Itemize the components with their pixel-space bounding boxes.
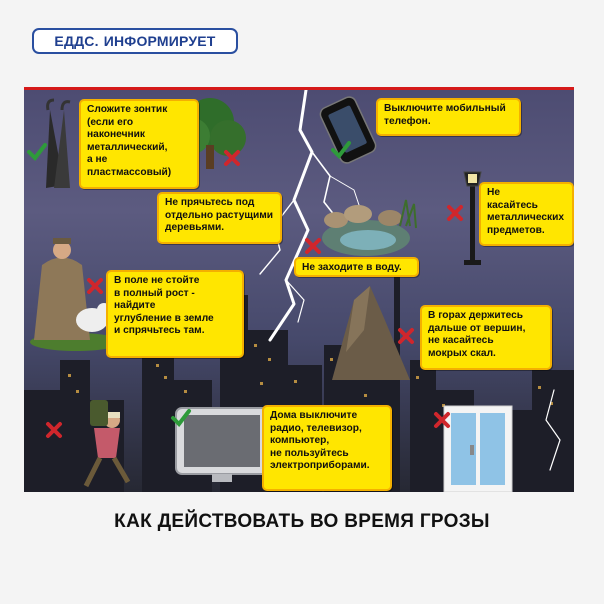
pond-illustration: [322, 200, 416, 256]
tip-home: Дома выключите радио, телевизор, компьютер, не пользуйтесь электроприборами.: [262, 405, 392, 491]
cross-icon: [44, 420, 64, 440]
tip-water: Не заходите в воду.: [294, 257, 419, 277]
cross-icon: [445, 203, 465, 223]
tip-tree: Не прячьтесь под отдельно растущими деревьями.: [157, 192, 282, 244]
page-title: КАК ДЕЙСТВОВАТЬ ВО ВРЕМЯ ГРОЗЫ: [114, 511, 490, 532]
tip-phone: Выключите мобильный телефон.: [376, 98, 521, 136]
thunderstorm-poster: [24, 87, 574, 492]
check-icon: [26, 142, 48, 162]
tip-umbrella: Сложите зонтик (если его наконечник металлический, а не пластмассовый): [79, 99, 199, 189]
window-illustration: [444, 406, 512, 492]
cross-icon: [432, 410, 452, 430]
cross-icon: [222, 148, 242, 168]
header-label: ИНФОРМИРУЕТ: [103, 33, 216, 49]
tip-mountain: В горах держитесь дальше от вершин, не касайтесь мокрых скал.: [420, 305, 552, 370]
cross-icon: [396, 326, 416, 346]
tip-field: В поле не стойте в полный рост - найдите углубление в земле и спрячьтесь там.: [106, 270, 244, 358]
tip-metal: Не касайтесь металлических предметов.: [479, 182, 574, 246]
check-icon: [330, 140, 352, 160]
header-org: ЕДДС.: [54, 33, 99, 49]
umbrella-illustration: [46, 100, 70, 188]
cross-icon: [85, 276, 105, 296]
eddc-header-badge: [32, 28, 238, 54]
cross-icon: [303, 236, 323, 256]
check-icon: [170, 408, 192, 428]
